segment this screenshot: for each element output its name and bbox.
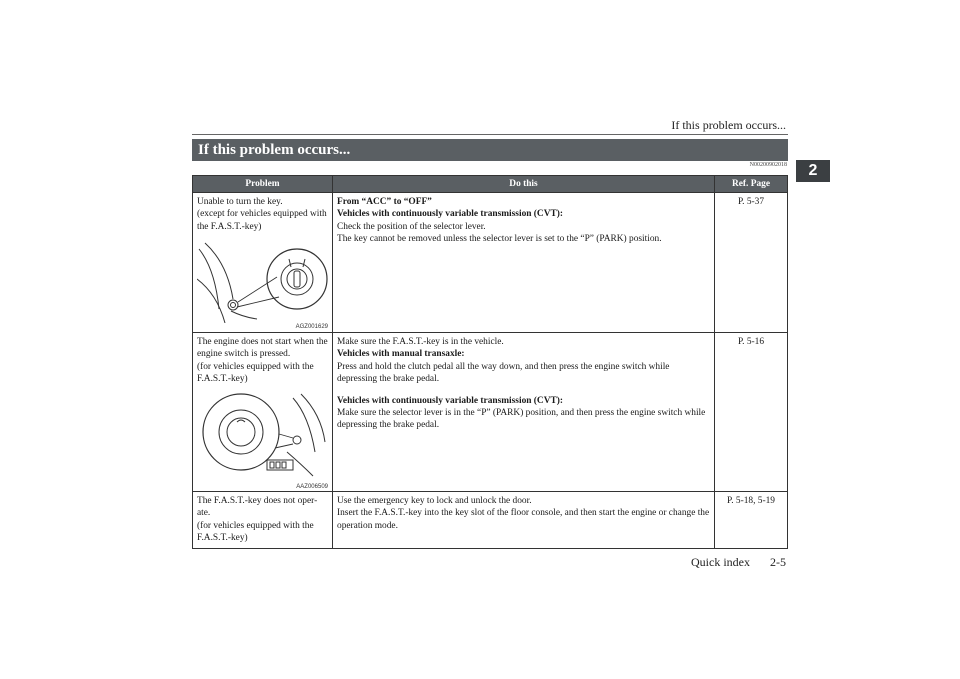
table-row [193, 333, 788, 492]
do-this-cell [333, 193, 715, 333]
footer-section-name: Quick index [691, 555, 750, 569]
problem-text: Unable to turn the key. (except for vehicles equipped with the F.A.S.T.-key) [197, 197, 327, 232]
quick-index-table [192, 175, 788, 549]
spacer [337, 386, 710, 395]
problem-cell [193, 193, 333, 333]
do-heading: Vehicles with manual transaxle: [337, 349, 465, 360]
column-header-problem: Problem [193, 176, 333, 193]
figure-code: AAZ006509 [296, 484, 328, 491]
do-text: Check the position of the selector lever. [337, 221, 486, 232]
do-this-cell [333, 492, 715, 549]
ref-page-link[interactable]: P. 5-37 [715, 193, 788, 333]
do-text: The key cannot be removed unless the selector lever is set to the “P” (PARK) position. [337, 234, 662, 245]
running-head-title: If this problem occurs... [671, 118, 786, 132]
footer-page-number: 2-5 [770, 555, 786, 569]
ignition-key-figure [197, 239, 328, 330]
problem-cell [193, 492, 333, 549]
do-this-cell [333, 333, 715, 492]
do-heading: Vehicles with continuously variable transmission (CVT): [337, 209, 563, 220]
ref-page-link[interactable]: P. 5-16 [715, 333, 788, 492]
engine-switch-illustration [197, 392, 328, 484]
section-title: If this problem occurs... [192, 139, 788, 161]
do-heading: Vehicles with continuously variable transmission (CVT): [337, 395, 563, 406]
chapter-tab[interactable]: 2 [796, 160, 830, 182]
do-text: Insert the F.A.S.T.-key into the key slot of the floor console, and then start the engine or change the operation mode. [337, 508, 710, 531]
column-header-do-this: Do this [333, 176, 715, 193]
do-heading: From “ACC” to “OFF” [337, 197, 432, 207]
engine-switch-figure [197, 392, 328, 491]
ignition-key-illustration [197, 239, 328, 323]
do-text: Press and hold the clutch pedal all the way down, and then press the engine switch while depressing the brake pedal. [337, 361, 670, 385]
do-text: Make sure the F.A.S.T.-key is in the vehicle. [337, 337, 504, 347]
do-text: Use the emergency key to lock and unlock the door. [337, 496, 532, 507]
problem-text: The engine does not start when the engine switch is pressed. (for vehicles equipped with the F.A.S.T.-key) [197, 337, 328, 385]
page-footer [691, 555, 786, 570]
header-rule [192, 134, 788, 135]
table-header-row [193, 176, 788, 193]
doc-code: N00200902018 [749, 162, 787, 168]
ref-page-link[interactable]: P. 5-18, 5-19 [715, 492, 788, 549]
do-text: Make sure the selector lever is in the “P” (PARK) position, and then press the engine switch while depressing the brake pedal. [337, 408, 706, 431]
column-header-ref-page: Ref. Page [715, 176, 788, 193]
figure-code: AGZ001629 [295, 323, 328, 330]
problem-text: The F.A.S.T.-key does not oper-ate. (for vehicles equipped with the F.A.S.T.-key) [197, 496, 318, 544]
table-row [193, 492, 788, 549]
problem-cell [193, 333, 333, 492]
table-row [193, 193, 788, 333]
